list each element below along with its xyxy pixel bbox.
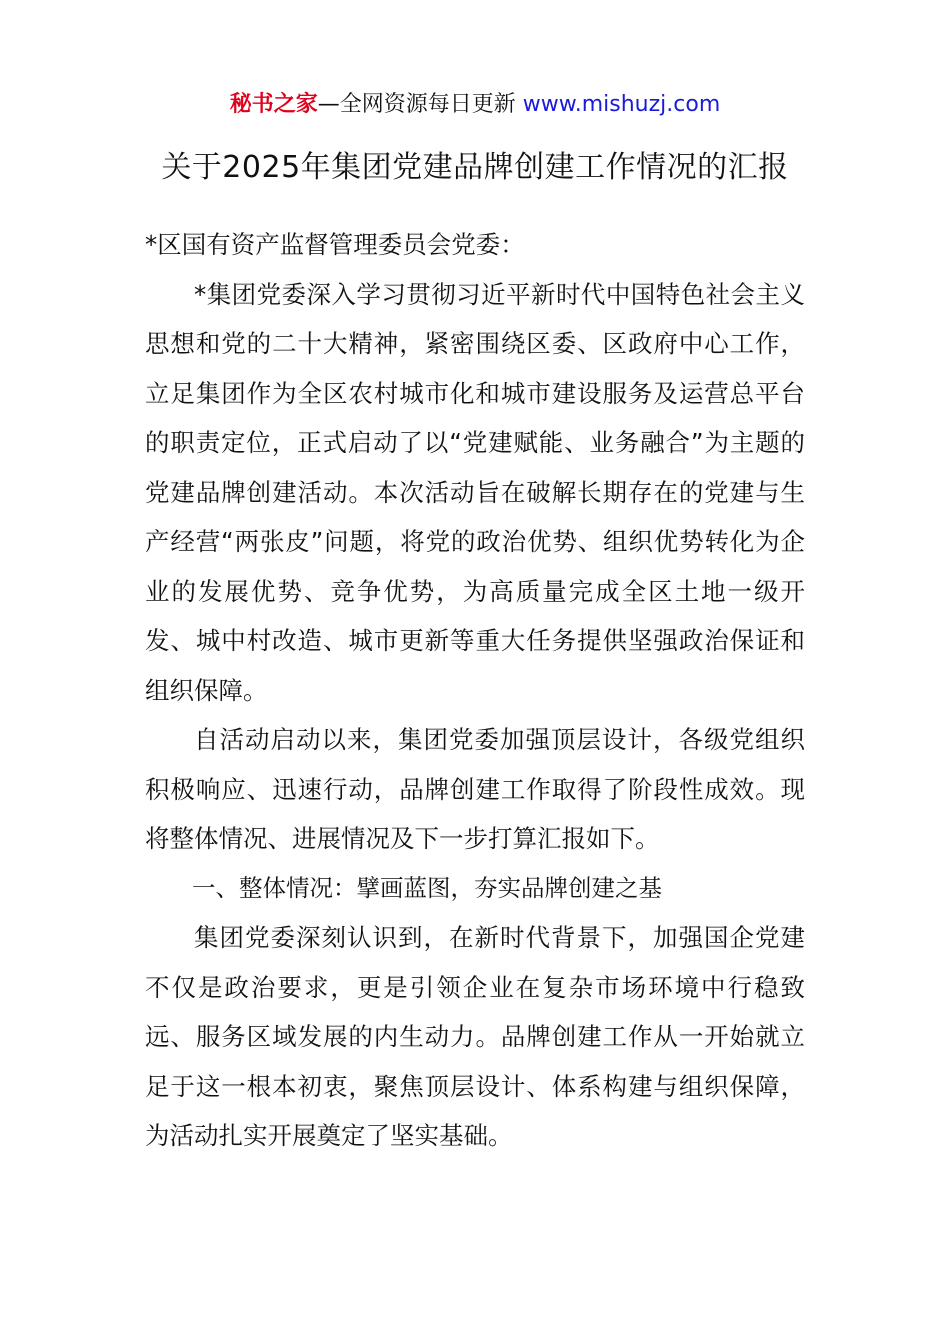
paragraph-section-one: 集团党委深刻认识到，在新时代背景下，加强国企党建不仅是政治要求，更是引领企业在复杂市场环境中行稳致远、服务区域发展的内生动力。品牌创建工作从一开始就立足于这一根本初衷，聚焦顶层设计、体系构建与组织保障，为活动扎实开展奠定了坚实基础。 xyxy=(145,923,805,1150)
site-header xyxy=(0,88,950,122)
site-url-link[interactable]: www.mishuzj.com xyxy=(522,92,721,117)
paragraph-intro: *集团党委深入学习贯彻习近平新时代中国特色社会主义思想和党的二十大精神，紧密围绕区委、区政府中心工作，立足集团作为全区农村城市化和城市建设服务及运营总平台的职责定位，正式启动了以“党建赋能、业务融合”为主题的党建品牌创建活动。本次活动旨在破解长期存在的党建与生产经营“两张皮”问题，将党的政治优势、组织优势转化为企业的发展优势、竞争优势，为高质量完成全区土地一级开发、城中村改造、城市更新等重大任务提供坚强政治保证和组织保障。 xyxy=(145,279,805,705)
paragraph-progress: 自活动启动以来，集团党委加强顶层设计，各级党组织积极响应、迅速行动，品牌创建工作取得了阶段性成效。现将整体情况、进展情况及下一步打算汇报如下。 xyxy=(145,725,805,853)
site-tagline: —全网资源每日更新 xyxy=(317,92,516,117)
section-heading: 一、整体情况：擘画蓝图，夯实品牌创建之基 xyxy=(192,873,662,902)
document-body xyxy=(145,220,805,1161)
site-brand: 秘书之家 xyxy=(229,92,318,117)
salutation: *区国有资产监督管理委员会党委： xyxy=(145,230,525,259)
document-title: 关于2025年集团党建品牌创建工作情况的汇报 xyxy=(161,150,789,185)
